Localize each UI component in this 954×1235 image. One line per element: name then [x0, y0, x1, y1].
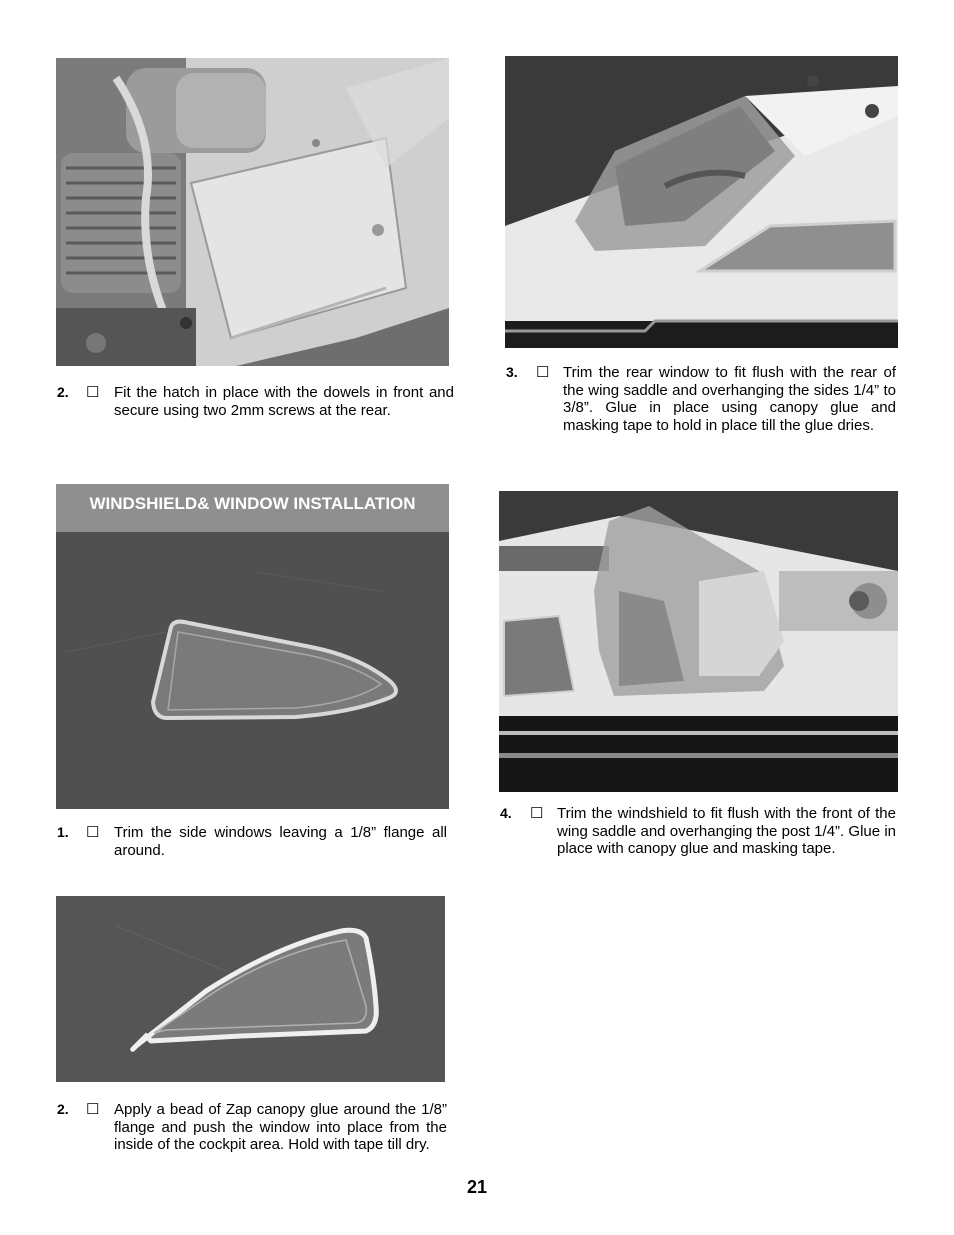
- section-title: WINDSHIELD& WINDOW INSTALLATION: [56, 484, 449, 532]
- checkbox-icon[interactable]: ☐: [86, 384, 100, 401]
- step-text: Fit the hatch in place with the dowels in front and secure using two 2mm screws at the rear.: [114, 384, 454, 419]
- step-number: 3.: [506, 364, 518, 380]
- side-window-photo: [56, 532, 449, 809]
- step-number: 4.: [500, 805, 512, 821]
- checkbox-icon[interactable]: ☐: [536, 364, 550, 381]
- step-text: Trim the rear window to fit flush with the rear of the wing saddle and overhanging the sides 1/4” to 3/8”. Glue in place using canopy glue and masking tape to hold in place till the glue dries.: [563, 364, 896, 434]
- step-number: 2.: [57, 384, 69, 400]
- checkbox-icon[interactable]: ☐: [530, 805, 544, 822]
- windshield-photo: [499, 491, 898, 792]
- hatch-photo: [56, 58, 449, 366]
- checkbox-icon[interactable]: ☐: [86, 824, 100, 841]
- step-number: 1.: [57, 824, 69, 840]
- glue-window-photo: [56, 896, 445, 1082]
- step-number: 2.: [57, 1101, 69, 1117]
- page-number: 21: [466, 1177, 488, 1197]
- step-text: Trim the windshield to fit flush with the front of the wing saddle and overhanging the post 1/4”. Glue in place with canopy glue and masking tape.: [557, 805, 896, 857]
- step-text: Trim the side windows leaving a 1/8” flange all around.: [114, 824, 447, 859]
- checkbox-icon[interactable]: ☐: [86, 1101, 100, 1118]
- step-text: Apply a bead of Zap canopy glue around the 1/8” flange and push the window into place from the inside of the cockpit area. Hold with tape till dry.: [114, 1101, 447, 1153]
- rear-window-photo: [505, 56, 898, 348]
